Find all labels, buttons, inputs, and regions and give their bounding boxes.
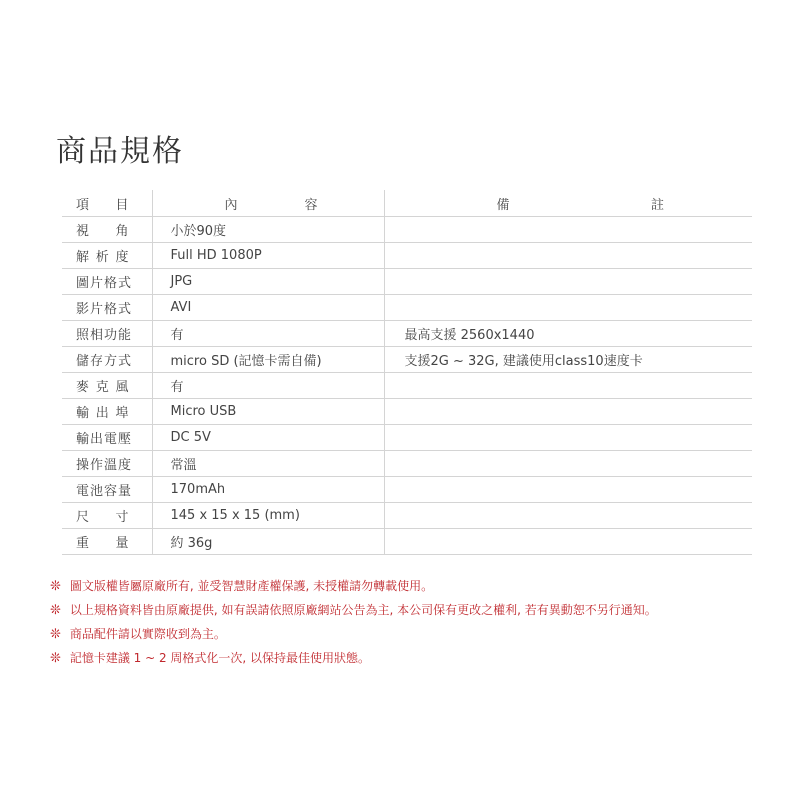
spec-note — [384, 217, 752, 243]
note-text: 記憶卡建議 1 ~ 2 周格式化一次, 以保持最佳使用狀態。 — [69, 651, 371, 665]
note-item — [50, 598, 770, 622]
spec-item: 重量 — [62, 529, 152, 555]
spec-content: DC 5V — [152, 425, 384, 451]
table-row — [62, 451, 752, 477]
spec-content: 常溫 — [152, 451, 384, 477]
header-content: 內容 — [152, 190, 384, 217]
spec-note — [384, 451, 752, 477]
table-row — [62, 295, 752, 321]
spec-note — [384, 503, 752, 529]
asterisk-icon: ❊ — [50, 603, 61, 618]
spec-content: Micro USB — [152, 399, 384, 425]
asterisk-icon: ❊ — [50, 579, 61, 594]
note-text: 商品配件請以實際收到為主。 — [69, 627, 226, 641]
header-note: 備註 — [384, 190, 752, 217]
asterisk-icon: ❊ — [50, 627, 61, 642]
spec-note — [384, 243, 752, 269]
table-row — [62, 347, 752, 373]
table-row — [62, 529, 752, 555]
spec-item: 輸出電壓 — [62, 425, 152, 451]
spec-content: 小於90度 — [152, 217, 384, 243]
spec-content: 145 x 15 x 15 (mm) — [152, 503, 384, 529]
spec-note: 最高支援 2560x1440 — [384, 321, 752, 347]
header-item: 項目 — [62, 190, 152, 217]
spec-item: 儲存方式 — [62, 347, 152, 373]
table-row — [62, 503, 752, 529]
spec-table-body — [62, 217, 752, 555]
spec-item: 照相功能 — [62, 321, 152, 347]
spec-content: 約 36g — [152, 529, 384, 555]
asterisk-icon: ❊ — [50, 651, 61, 666]
table-row — [62, 373, 752, 399]
spec-item: 輸出埠 — [62, 399, 152, 425]
spec-item: 視角 — [62, 217, 152, 243]
table-row — [62, 217, 752, 243]
spec-note — [384, 399, 752, 425]
spec-table — [62, 190, 752, 555]
table-row — [62, 269, 752, 295]
table-row — [62, 477, 752, 503]
table-row — [62, 321, 752, 347]
note-item — [50, 622, 770, 646]
spec-note — [384, 269, 752, 295]
disclaimer-notes — [50, 574, 770, 670]
spec-content: JPG — [152, 269, 384, 295]
spec-content: 170mAh — [152, 477, 384, 503]
spec-note — [384, 373, 752, 399]
table-header-row — [62, 190, 752, 217]
spec-item: 電池容量 — [62, 477, 152, 503]
spec-item: 麥克風 — [62, 373, 152, 399]
table-row — [62, 243, 752, 269]
spec-note — [384, 529, 752, 555]
spec-item: 影片格式 — [62, 295, 152, 321]
table-row — [62, 425, 752, 451]
spec-note — [384, 425, 752, 451]
note-text: 以上規格資料皆由原廠提供, 如有誤請依照原廠網站公告為主, 本公司保有更改之權利, 若有異動恕不另行通知。 — [69, 603, 657, 617]
spec-item: 解析度 — [62, 243, 152, 269]
spec-note — [384, 295, 752, 321]
note-item — [50, 646, 770, 670]
spec-content: 有 — [152, 321, 384, 347]
spec-item: 操作溫度 — [62, 451, 152, 477]
note-text: 圖文版權皆屬原廠所有, 並受智慧財產權保護, 未授權請勿轉載使用。 — [69, 579, 434, 593]
spec-note — [384, 477, 752, 503]
note-item — [50, 574, 770, 598]
spec-item: 尺寸 — [62, 503, 152, 529]
spec-content: 有 — [152, 373, 384, 399]
spec-note: 支援2G ~ 32G, 建議使用class10速度卡 — [384, 347, 752, 373]
table-row — [62, 399, 752, 425]
spec-content: micro SD (記憶卡需自備) — [152, 347, 384, 373]
page-title: 商品規格 — [56, 134, 184, 169]
spec-item: 圖片格式 — [62, 269, 152, 295]
spec-content: AVI — [152, 295, 384, 321]
spec-content: Full HD 1080P — [152, 243, 384, 269]
